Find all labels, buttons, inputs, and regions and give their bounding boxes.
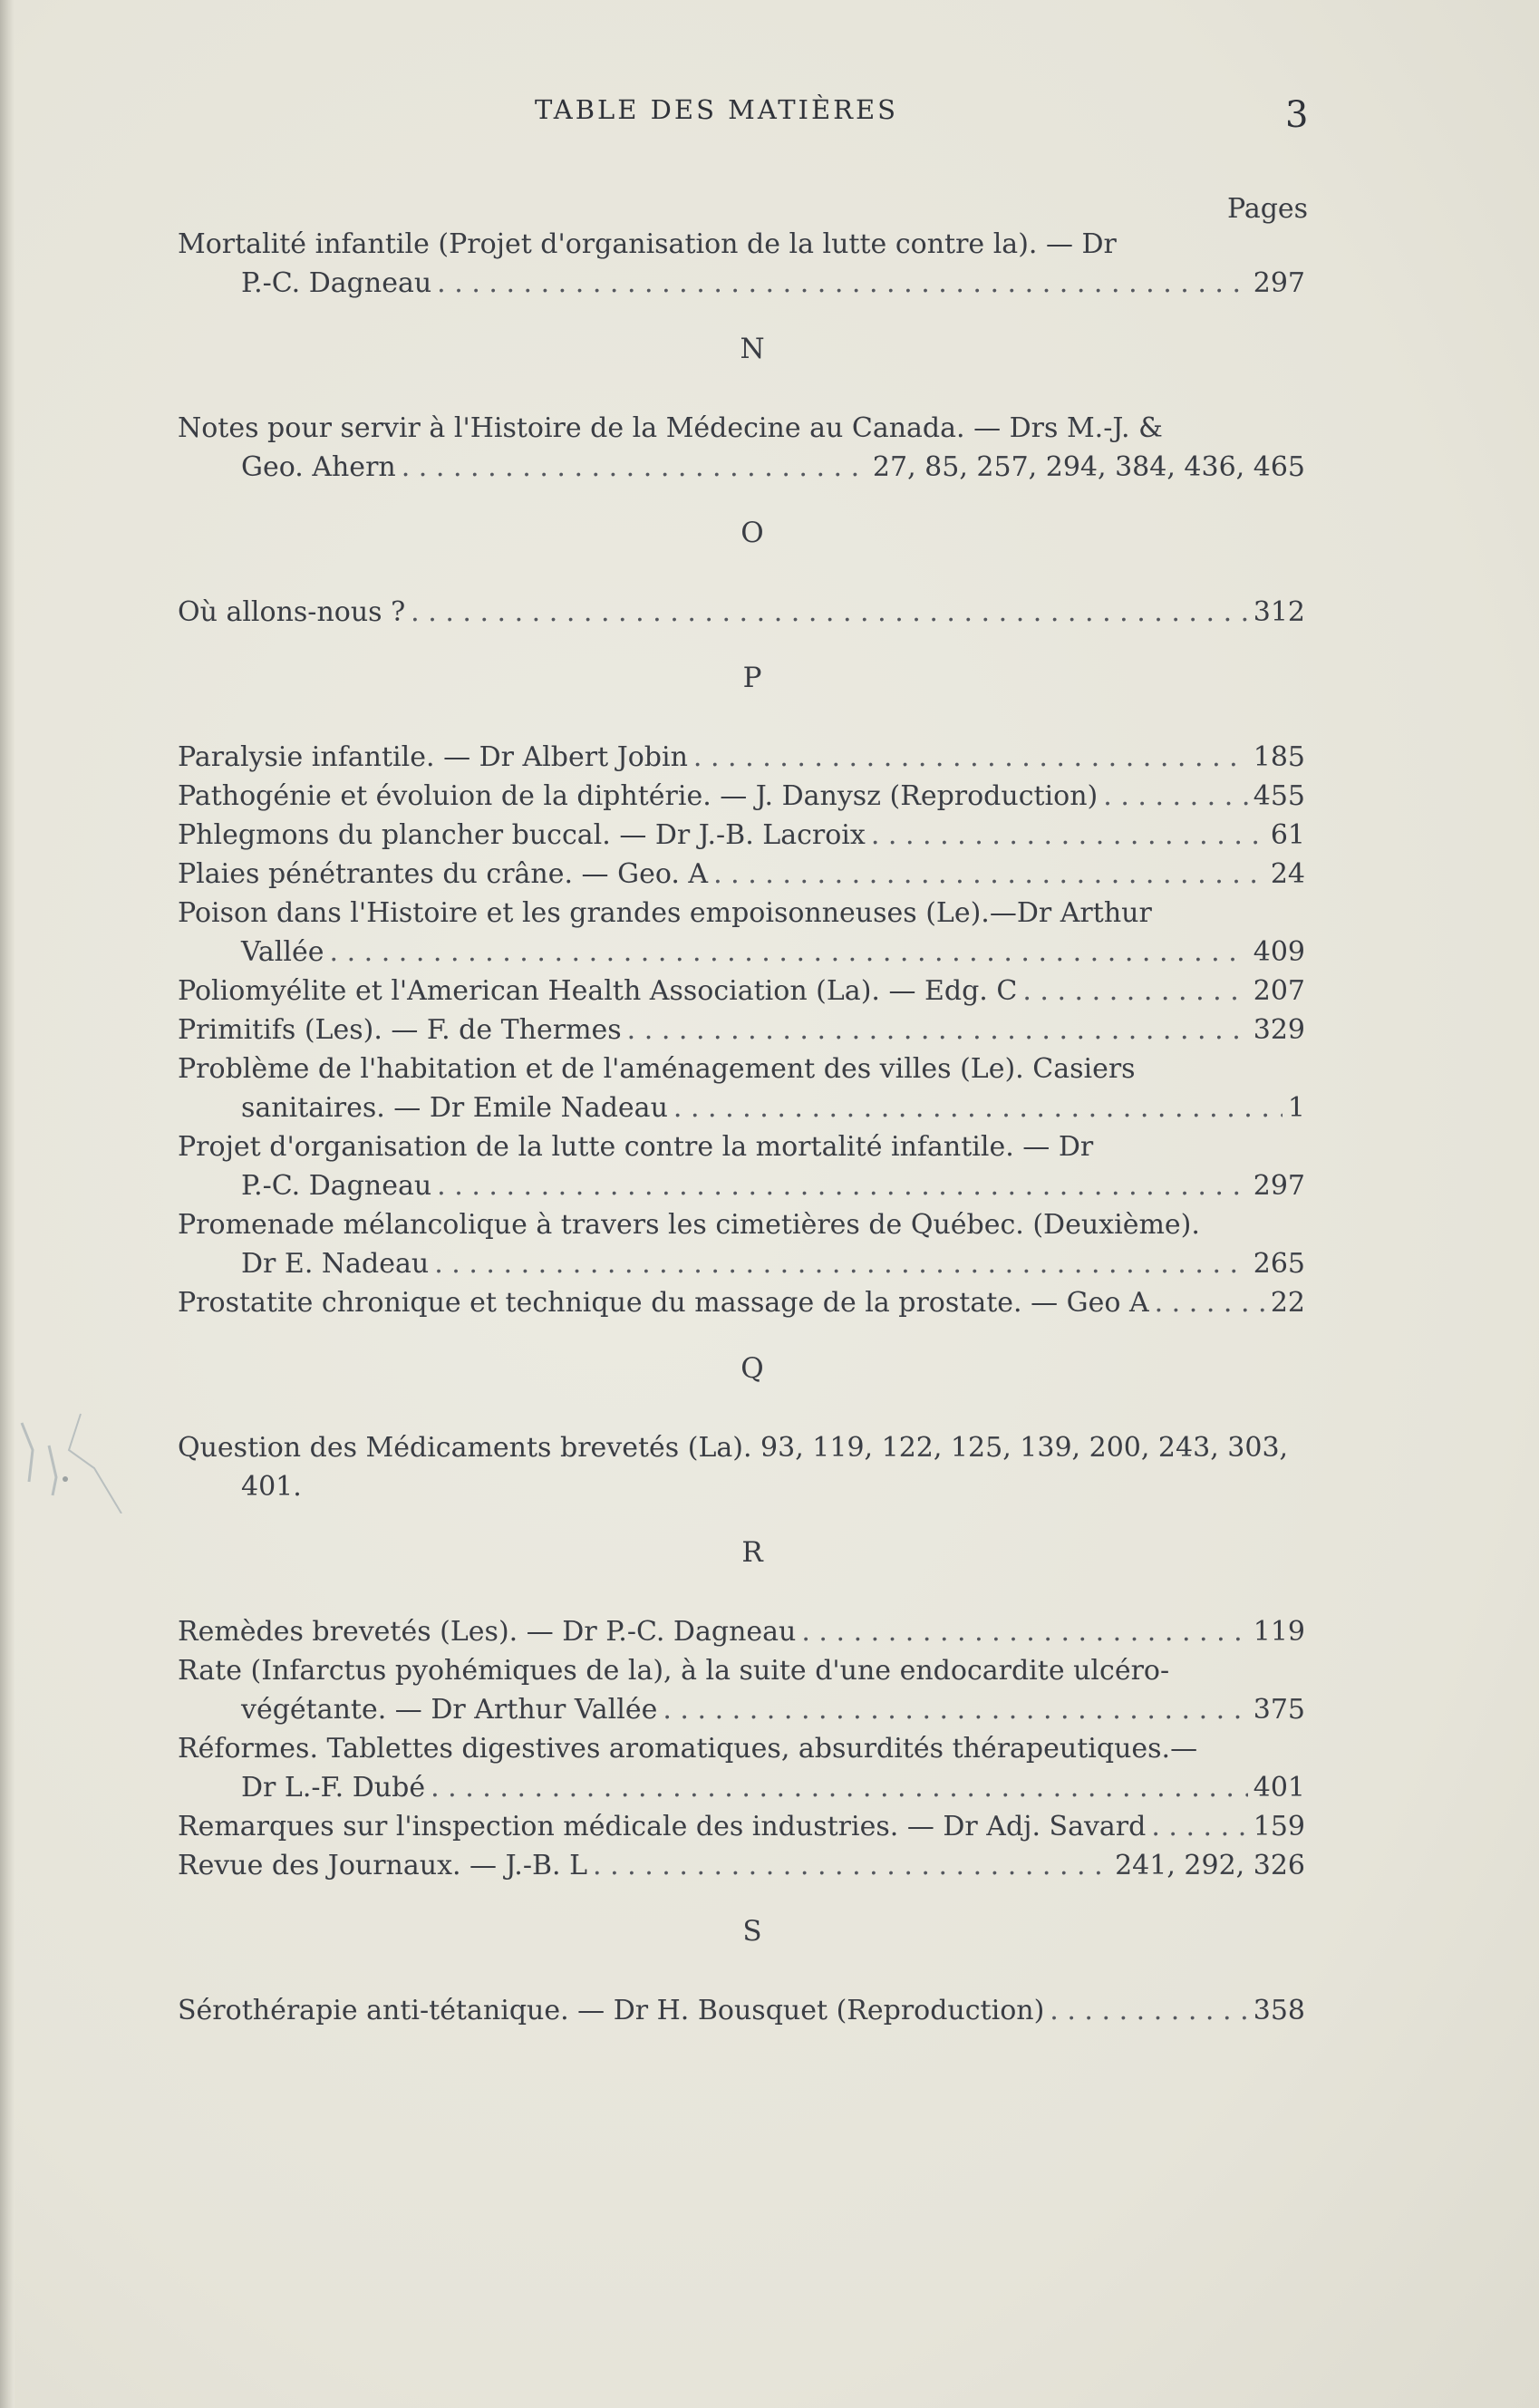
entry-last-line xyxy=(178,1690,1305,1729)
entry-last-line xyxy=(178,1244,1305,1283)
index-section xyxy=(178,303,1305,487)
entry-text: Vallée xyxy=(241,936,324,968)
entry-text: végétante. — Dr Arthur Vallée xyxy=(241,1694,658,1726)
index-entry xyxy=(178,816,1305,855)
dot-leader xyxy=(663,1690,1247,1729)
entry-text: Dr E. Nadeau xyxy=(241,1248,430,1280)
index-section xyxy=(178,1322,1305,1506)
index-entry xyxy=(178,409,1305,487)
entry-text: sanitaires. — Dr Emile Nadeau xyxy=(241,1092,668,1124)
section-letter: P xyxy=(742,662,762,694)
page-reference: 159 xyxy=(1253,1811,1305,1842)
entry-last-line xyxy=(178,855,1305,894)
index-section xyxy=(178,632,1305,1322)
index-entry xyxy=(178,1729,1305,1807)
entry-last-line xyxy=(178,448,1305,487)
table-of-contents xyxy=(178,225,1305,2030)
entry-last-line xyxy=(178,1283,1305,1322)
entry-text: Où allons-nous ? xyxy=(178,596,406,628)
dot-leader xyxy=(593,1846,1109,1885)
entry-line xyxy=(178,225,1305,264)
index-entry xyxy=(178,1127,1305,1205)
index-entry xyxy=(178,1991,1305,2030)
section-letter: S xyxy=(742,1915,762,1948)
page-reference: 185 xyxy=(1253,741,1305,773)
dot-leader xyxy=(1155,1283,1265,1322)
dot-leader xyxy=(1151,1807,1247,1846)
page-reference: 297 xyxy=(1253,267,1305,299)
page-reference: 455 xyxy=(1253,780,1305,812)
library-stamp-mark xyxy=(13,1396,131,1513)
entry-line xyxy=(178,1049,1305,1088)
page-reference: 61 xyxy=(1270,819,1305,851)
entry-text: Poison dans l'Histoire et les grandes empoisonneuses (Le).—Dr Arthur xyxy=(178,897,1152,929)
entry-text: Dr L.-F. Dubé xyxy=(241,1772,426,1804)
index-entry xyxy=(178,1428,1305,1506)
section-letter: R xyxy=(741,1536,763,1569)
entry-text: Remarques sur l'inspection médicale des industries. — Dr Adj. Savard xyxy=(178,1811,1147,1842)
page-reference: 119 xyxy=(1253,1616,1305,1648)
entry-text: Pathogénie et évoluion de la diphtérie. — J. Danysz (Reproduction) xyxy=(178,780,1099,812)
index-section xyxy=(178,1885,1305,2030)
entry-text: Promenade mélancolique à travers les cimetières de Québec. (Deuxième). xyxy=(178,1209,1200,1241)
entry-text: Problème de l'habitation et de l'aménagement des villes (Le). Casiers xyxy=(178,1053,1136,1085)
page-reference: 375 xyxy=(1253,1694,1305,1726)
page-reference: 329 xyxy=(1253,1014,1305,1046)
entry-text: P.-C. Dagneau xyxy=(241,267,432,299)
dot-leader xyxy=(1050,1991,1247,2030)
page-reference: 401 xyxy=(1253,1772,1305,1804)
running-title: TABLE DES MATIÈRES xyxy=(535,94,899,125)
page-number: 3 xyxy=(1285,94,1309,136)
entry-text: Geo. Ahern xyxy=(241,451,396,483)
entry-last-line xyxy=(178,1011,1305,1049)
index-entry xyxy=(178,738,1305,777)
entry-last-line xyxy=(178,1088,1305,1127)
index-entry xyxy=(178,1807,1305,1846)
page-reference: 24 xyxy=(1270,858,1305,890)
index-entry xyxy=(178,894,1305,972)
index-section xyxy=(178,225,1305,303)
entry-last-line xyxy=(178,1768,1305,1807)
entry-text: Paralysie infantile. — Dr Albert Jobin xyxy=(178,741,688,773)
page-reference: 312 xyxy=(1253,596,1305,628)
entry-text: 401. xyxy=(241,1471,302,1503)
entry-last-line xyxy=(178,264,1305,303)
index-entry xyxy=(178,593,1305,632)
entry-last-line xyxy=(178,933,1305,972)
dot-leader xyxy=(434,1244,1248,1283)
page-reference: 22 xyxy=(1270,1287,1305,1319)
page-reference: 409 xyxy=(1253,936,1305,968)
page-binding-edge xyxy=(0,0,15,2408)
entry-text: Sérothérapie anti-tétanique. — Dr H. Bousquet (Reproduction) xyxy=(178,1995,1045,2026)
entry-text: Revue des Journaux. — J.-B. L xyxy=(178,1850,588,1881)
page-reference: 358 xyxy=(1253,1995,1305,2026)
dot-leader xyxy=(437,1166,1248,1205)
pages-column-label: Pages xyxy=(1227,193,1309,225)
entry-last-line xyxy=(178,972,1305,1011)
entry-text: Primitifs (Les). — F. de Thermes xyxy=(178,1014,622,1046)
page-reference: 27, 85, 257, 294, 384, 436, 465 xyxy=(872,451,1305,483)
index-entry xyxy=(178,1283,1305,1322)
entry-last-line xyxy=(178,738,1305,777)
index-entry xyxy=(178,855,1305,894)
index-entry xyxy=(178,1011,1305,1049)
entry-line xyxy=(178,1205,1305,1244)
entry-last-line xyxy=(178,1991,1305,2030)
entry-line xyxy=(178,1729,1305,1768)
section-letter: N xyxy=(740,333,765,365)
entry-text: Rate (Infarctus pyohémiques de la), à la suite d'une endocardite ulcéro- xyxy=(178,1655,1170,1687)
index-entry xyxy=(178,1205,1305,1283)
entry-text: Réformes. Tablettes digestives aromatiques, absurdités thérapeutiques.— xyxy=(178,1733,1198,1765)
entry-text: Plaies pénétrantes du crâne. — Geo. A xyxy=(178,858,709,890)
entry-line xyxy=(178,1428,1305,1467)
entry-last-line xyxy=(178,1166,1305,1205)
dot-leader xyxy=(330,933,1248,972)
entry-last-line xyxy=(178,593,1305,632)
index-entry xyxy=(178,1612,1305,1651)
dot-leader xyxy=(402,448,867,487)
entry-last-line xyxy=(178,1467,1305,1506)
section-letter: O xyxy=(740,517,764,549)
entry-text: Question des Médicaments brevetés (La). 93, 119, 122, 125, 139, 200, 243, 303, xyxy=(178,1432,1289,1464)
entry-line xyxy=(178,894,1305,933)
entry-last-line xyxy=(178,816,1305,855)
dot-leader xyxy=(411,593,1248,632)
entry-text: P.-C. Dagneau xyxy=(241,1170,432,1202)
entry-last-line xyxy=(178,1612,1305,1651)
index-entry xyxy=(178,777,1305,816)
dot-leader xyxy=(627,1011,1248,1049)
dot-leader xyxy=(1103,777,1247,816)
entry-text: Notes pour servir à l'Histoire de la Médecine au Canada. — Drs M.-J. & xyxy=(178,412,1163,444)
entry-text: Projet d'organisation de la lutte contre la mortalité infantile. — Dr xyxy=(178,1131,1094,1163)
dot-leader xyxy=(693,738,1248,777)
page-reference: 207 xyxy=(1253,975,1305,1007)
entry-text: Prostatite chronique et technique du massage de la prostate. — Geo A xyxy=(178,1287,1149,1319)
dot-leader xyxy=(1022,972,1247,1011)
entry-text: Remèdes brevetés (Les). — Dr P.-C. Dagneau xyxy=(178,1616,797,1648)
entry-last-line xyxy=(178,1807,1305,1846)
page-reference: 241, 292, 326 xyxy=(1115,1850,1305,1881)
entry-last-line xyxy=(178,777,1305,816)
page-reference: 297 xyxy=(1253,1170,1305,1202)
section-letter: Q xyxy=(740,1352,764,1385)
index-section xyxy=(178,487,1305,632)
index-section xyxy=(178,1506,1305,1885)
page-reference: 1 xyxy=(1287,1092,1305,1124)
entry-text: Mortalité infantile (Projet d'organisation de la lutte contre la). — Dr xyxy=(178,228,1117,260)
dot-leader xyxy=(431,1768,1248,1807)
dot-leader xyxy=(871,816,1265,855)
entry-line xyxy=(178,1127,1305,1166)
entry-text: Poliomyélite et l'American Health Association (La). — Edg. C xyxy=(178,975,1018,1007)
dot-leader xyxy=(801,1612,1247,1651)
entry-last-line xyxy=(178,1846,1305,1885)
index-entry xyxy=(178,972,1305,1011)
index-entry xyxy=(178,1651,1305,1729)
entry-line xyxy=(178,409,1305,448)
entry-text: Phlegmons du plancher buccal. — Dr J.-B. Lacroix xyxy=(178,819,866,851)
index-entry xyxy=(178,225,1305,303)
entry-line xyxy=(178,1651,1305,1690)
index-entry xyxy=(178,1846,1305,1885)
dot-leader xyxy=(713,855,1265,894)
page-reference: 265 xyxy=(1253,1248,1305,1280)
dot-leader xyxy=(437,264,1248,303)
index-entry xyxy=(178,1049,1305,1127)
dot-leader xyxy=(673,1088,1282,1127)
